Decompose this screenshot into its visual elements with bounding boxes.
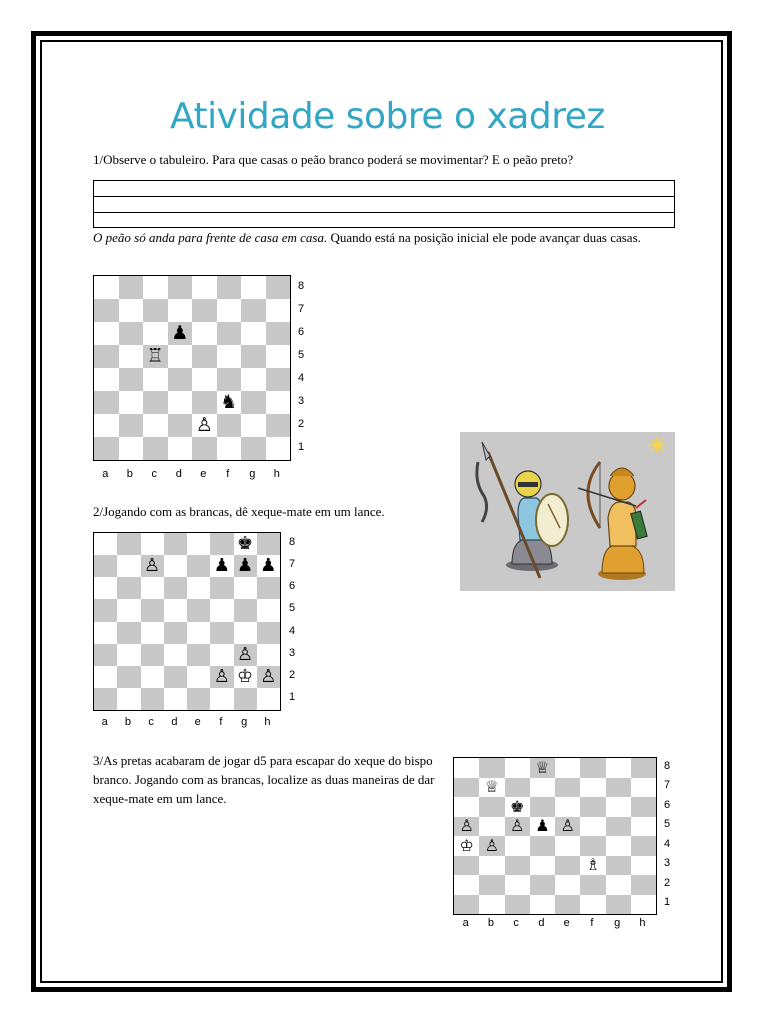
square-g2: [241, 414, 266, 437]
square-h7: [631, 778, 656, 798]
file-label: d: [175, 468, 182, 480]
square-b8: [117, 533, 140, 555]
square-g5: [234, 599, 257, 621]
square-e2: [192, 414, 217, 437]
page-title: Atividade sobre o xadrez: [170, 96, 605, 137]
square-a1: [454, 895, 479, 915]
file-label: e: [194, 716, 201, 728]
file-labels-3: [453, 917, 655, 931]
square-h7: [266, 299, 291, 322]
piece-black-icon: ♚: [237, 533, 254, 555]
square-c6: [143, 322, 168, 345]
square-d2: [164, 666, 187, 688]
square-h5: [266, 345, 291, 368]
square-b3: [119, 391, 144, 414]
square-a8: [94, 276, 119, 299]
square-b7: [119, 299, 144, 322]
square-h1: [631, 895, 656, 915]
square-h4: [631, 836, 656, 856]
file-label: g: [249, 468, 256, 480]
square-h8: [266, 276, 291, 299]
square-f8: [580, 758, 605, 778]
square-f1: [217, 437, 242, 460]
square-b2: [119, 414, 144, 437]
square-f2: [210, 666, 233, 688]
square-e2: [555, 875, 580, 895]
square-b3: [117, 644, 140, 666]
file-label: g: [614, 917, 621, 929]
rank-label: 4: [298, 371, 305, 384]
square-g6: [606, 797, 631, 817]
square-h6: [631, 797, 656, 817]
rank-label: 6: [298, 325, 305, 338]
square-f3: [580, 856, 605, 876]
file-label: h: [273, 468, 280, 480]
chess-board-1: [93, 275, 291, 461]
square-b1: [117, 688, 140, 710]
rank-label: 8: [664, 759, 671, 772]
square-c3: [141, 644, 164, 666]
square-g1: [234, 688, 257, 710]
square-g5: [241, 345, 266, 368]
square-d1: [164, 688, 187, 710]
square-d7: [164, 555, 187, 577]
square-b5: [119, 345, 144, 368]
file-label: e: [563, 917, 570, 929]
rank-label: 5: [289, 602, 296, 615]
square-g6: [234, 577, 257, 599]
square-a6: [454, 797, 479, 817]
square-d4: [164, 622, 187, 644]
sun-icon: [648, 436, 666, 454]
explanation-italic: O peão só anda para frente de casa em casa.: [93, 230, 328, 245]
warrior-right-icon: [578, 462, 647, 580]
square-c6: [141, 577, 164, 599]
answer-line[interactable]: [94, 181, 674, 197]
answer-line[interactable]: [94, 213, 674, 228]
file-labels-2: [93, 716, 279, 730]
square-e3: [555, 856, 580, 876]
square-e1: [555, 895, 580, 915]
rank-label: 4: [664, 837, 671, 850]
square-f5: [210, 599, 233, 621]
square-f3: [217, 391, 242, 414]
square-b6: [479, 797, 504, 817]
square-c7: [143, 299, 168, 322]
file-label: c: [151, 468, 157, 480]
square-c2: [141, 666, 164, 688]
square-e7: [555, 778, 580, 798]
square-h5: [257, 599, 280, 621]
square-c3: [505, 856, 530, 876]
square-d7: [168, 299, 193, 322]
question-3: 3/As pretas acabaram de jogar d5 para escapar do xeque do bispo branco. Jogando com as brancas, localize as duas maneiras de dar xeque-mate em um lance.: [93, 753, 435, 806]
square-h2: [257, 666, 280, 688]
square-h2: [266, 414, 291, 437]
square-a4: [94, 368, 119, 391]
square-g3: [234, 644, 257, 666]
rank-label: 3: [298, 394, 305, 407]
square-c3: [143, 391, 168, 414]
square-f1: [580, 895, 605, 915]
square-c6: [505, 797, 530, 817]
square-b5: [479, 817, 504, 837]
square-d5: [168, 345, 193, 368]
square-d3: [164, 644, 187, 666]
rank-label: 3: [664, 857, 671, 870]
square-c5: [141, 599, 164, 621]
square-b7: [479, 778, 504, 798]
square-f6: [580, 797, 605, 817]
piece-white-icon: ♙: [144, 555, 161, 577]
square-h4: [257, 622, 280, 644]
piece-white-icon: ♙: [560, 816, 575, 836]
square-g2: [234, 666, 257, 688]
file-label: f: [226, 468, 230, 480]
square-a6: [94, 577, 117, 599]
piece-white-icon: ♖: [146, 345, 164, 367]
square-f5: [217, 345, 242, 368]
file-label: f: [219, 716, 223, 728]
square-h6: [257, 577, 280, 599]
square-d3: [168, 391, 193, 414]
square-g4: [241, 368, 266, 391]
square-a2: [94, 666, 117, 688]
rank-label: 5: [298, 348, 305, 361]
chess-board-3: [453, 757, 657, 915]
square-a4: [94, 622, 117, 644]
piece-white-icon: ♙: [213, 665, 230, 687]
piece-white-icon: ♗: [585, 855, 601, 875]
answer-box[interactable]: [93, 180, 675, 228]
square-d4: [168, 368, 193, 391]
square-f7: [217, 299, 242, 322]
square-f8: [217, 276, 242, 299]
square-a3: [94, 391, 119, 414]
piece-black-icon: ♚: [509, 796, 525, 816]
question-2: 2/Jogando com as brancas, dê xeque-mate em um lance.: [93, 504, 385, 519]
piece-black-icon: ♟: [535, 816, 550, 836]
square-g8: [241, 276, 266, 299]
square-h4: [266, 368, 291, 391]
file-label: e: [200, 468, 207, 480]
square-g7: [606, 778, 631, 798]
file-label: h: [639, 917, 646, 929]
rank-label: 7: [289, 558, 296, 571]
square-d1: [168, 437, 193, 460]
piece-white-icon: ♙: [459, 816, 474, 836]
explanation-rest: Quando está na posição inicial ele pode avançar duas casas.: [327, 230, 641, 245]
rank-label: 3: [289, 646, 296, 659]
square-a8: [94, 533, 117, 555]
square-d6: [164, 577, 187, 599]
rank-label: 4: [289, 624, 296, 637]
rank-label: 6: [664, 798, 671, 811]
square-b7: [117, 555, 140, 577]
square-g1: [241, 437, 266, 460]
piece-black-icon: ♟: [213, 555, 230, 577]
square-c2: [505, 875, 530, 895]
piece-black-icon: ♟: [171, 322, 189, 344]
rank-label: 2: [289, 668, 296, 681]
file-labels-1: [93, 468, 289, 482]
square-d7: [530, 778, 555, 798]
square-e7: [192, 299, 217, 322]
square-a7: [94, 555, 117, 577]
square-g3: [606, 856, 631, 876]
square-c8: [505, 758, 530, 778]
square-e1: [192, 437, 217, 460]
square-c7: [505, 778, 530, 798]
square-c5: [143, 345, 168, 368]
square-e8: [192, 276, 217, 299]
square-h1: [266, 437, 291, 460]
piece-white-icon: ♙: [484, 835, 500, 855]
rank-label: 6: [289, 580, 296, 593]
square-b4: [117, 622, 140, 644]
warrior-left-icon: [477, 442, 568, 578]
square-a5: [94, 599, 117, 621]
square-g5: [606, 817, 631, 837]
square-e5: [555, 817, 580, 837]
file-label: d: [171, 716, 178, 728]
square-d6: [168, 322, 193, 345]
piece-white-icon: ♙: [237, 643, 254, 665]
file-label: c: [148, 716, 154, 728]
piece-white-icon: ♙: [195, 414, 213, 436]
square-h2: [631, 875, 656, 895]
square-f6: [210, 577, 233, 599]
rank-label: 1: [664, 896, 671, 909]
square-c1: [143, 437, 168, 460]
square-h6: [266, 322, 291, 345]
piece-white-icon: ♔: [459, 835, 474, 855]
square-b5: [117, 599, 140, 621]
square-e1: [187, 688, 210, 710]
file-label: b: [124, 716, 131, 728]
square-c7: [141, 555, 164, 577]
rank-label: 8: [298, 279, 305, 292]
square-h7: [257, 555, 280, 577]
square-h3: [266, 391, 291, 414]
square-h1: [257, 688, 280, 710]
square-e8: [187, 533, 210, 555]
square-f1: [210, 688, 233, 710]
file-label: c: [513, 917, 519, 929]
piece-white-icon: ♕: [535, 757, 550, 777]
piece-white-icon: ♔: [237, 665, 254, 687]
square-c1: [505, 895, 530, 915]
square-e6: [187, 577, 210, 599]
file-label: f: [590, 917, 594, 929]
square-b8: [119, 276, 144, 299]
square-a2: [94, 414, 119, 437]
rank-label: 7: [298, 302, 305, 315]
square-e3: [192, 391, 217, 414]
square-d4: [530, 836, 555, 856]
square-d1: [530, 895, 555, 915]
piece-white-icon: ♙: [260, 665, 277, 687]
square-g2: [606, 875, 631, 895]
rank-label: 7: [664, 779, 671, 792]
square-c8: [143, 276, 168, 299]
square-g6: [241, 322, 266, 345]
piece-white-icon: ♙: [509, 816, 525, 836]
square-d2: [530, 875, 555, 895]
square-f5: [580, 817, 605, 837]
square-b2: [117, 666, 140, 688]
piece-black-icon: ♞: [220, 391, 238, 413]
square-h5: [631, 817, 656, 837]
file-label: g: [241, 716, 248, 728]
rank-label: 1: [298, 440, 305, 453]
square-g8: [234, 533, 257, 555]
square-a4: [454, 836, 479, 856]
file-label: d: [538, 917, 545, 929]
chess-warriors-illustration: [460, 432, 675, 591]
square-d8: [164, 533, 187, 555]
rank-label: 8: [289, 536, 296, 549]
square-h3: [257, 644, 280, 666]
square-e6: [555, 797, 580, 817]
square-d8: [168, 276, 193, 299]
square-a8: [454, 758, 479, 778]
square-c2: [143, 414, 168, 437]
square-c1: [141, 688, 164, 710]
rank-label: 5: [664, 818, 671, 831]
file-label: a: [101, 716, 108, 728]
square-g3: [241, 391, 266, 414]
square-b6: [117, 577, 140, 599]
square-a7: [454, 778, 479, 798]
square-e6: [192, 322, 217, 345]
rank-labels-1: [298, 275, 310, 459]
square-g4: [234, 622, 257, 644]
square-c4: [505, 836, 530, 856]
square-a7: [94, 299, 119, 322]
piece-black-icon: ♟: [237, 555, 254, 577]
rank-label: 2: [664, 876, 671, 889]
square-h3: [631, 856, 656, 876]
explanation: [93, 228, 683, 247]
file-label: a: [102, 468, 109, 480]
chess-board-2: [93, 532, 281, 711]
square-g1: [606, 895, 631, 915]
square-b3: [479, 856, 504, 876]
square-b4: [479, 836, 504, 856]
square-f4: [217, 368, 242, 391]
square-b2: [479, 875, 504, 895]
square-e7: [187, 555, 210, 577]
square-g7: [234, 555, 257, 577]
square-e4: [187, 622, 210, 644]
chess-warriors-icon: [460, 432, 675, 591]
square-c5: [505, 817, 530, 837]
square-e2: [187, 666, 210, 688]
file-label: b: [487, 917, 494, 929]
square-a2: [454, 875, 479, 895]
rank-labels-3: [664, 757, 676, 913]
square-f2: [580, 875, 605, 895]
answer-line[interactable]: [94, 197, 674, 213]
square-a5: [454, 817, 479, 837]
square-h8: [257, 533, 280, 555]
square-g4: [606, 836, 631, 856]
square-e5: [187, 599, 210, 621]
square-f6: [217, 322, 242, 345]
square-a3: [94, 644, 117, 666]
rank-label: 2: [298, 417, 305, 430]
question-1: 1/Observe o tabuleiro. Para que casas o peão branco poderá se movimentar? E o peão preto?: [93, 152, 574, 167]
square-f3: [210, 644, 233, 666]
square-e3: [187, 644, 210, 666]
square-a6: [94, 322, 119, 345]
square-a1: [94, 437, 119, 460]
square-d5: [164, 599, 187, 621]
file-label: b: [126, 468, 133, 480]
rank-labels-2: [289, 532, 301, 709]
square-c4: [143, 368, 168, 391]
square-a1: [94, 688, 117, 710]
square-e4: [555, 836, 580, 856]
square-g8: [606, 758, 631, 778]
file-label: a: [462, 917, 469, 929]
square-b6: [119, 322, 144, 345]
square-f8: [210, 533, 233, 555]
square-f4: [210, 622, 233, 644]
square-d8: [530, 758, 555, 778]
square-b4: [119, 368, 144, 391]
square-d2: [168, 414, 193, 437]
square-f2: [217, 414, 242, 437]
square-c8: [141, 533, 164, 555]
square-e8: [555, 758, 580, 778]
square-d5: [530, 817, 555, 837]
square-e4: [192, 368, 217, 391]
piece-black-icon: ♟: [260, 555, 277, 577]
file-label: h: [264, 716, 271, 728]
piece-white-icon: ♕: [484, 777, 500, 797]
square-b8: [479, 758, 504, 778]
square-c4: [141, 622, 164, 644]
rank-label: 1: [289, 690, 296, 703]
square-a5: [94, 345, 119, 368]
square-d3: [530, 856, 555, 876]
square-h8: [631, 758, 656, 778]
square-a3: [454, 856, 479, 876]
square-f4: [580, 836, 605, 856]
square-f7: [210, 555, 233, 577]
square-b1: [479, 895, 504, 915]
square-d6: [530, 797, 555, 817]
square-g7: [241, 299, 266, 322]
square-e5: [192, 345, 217, 368]
square-b1: [119, 437, 144, 460]
square-f7: [580, 778, 605, 798]
